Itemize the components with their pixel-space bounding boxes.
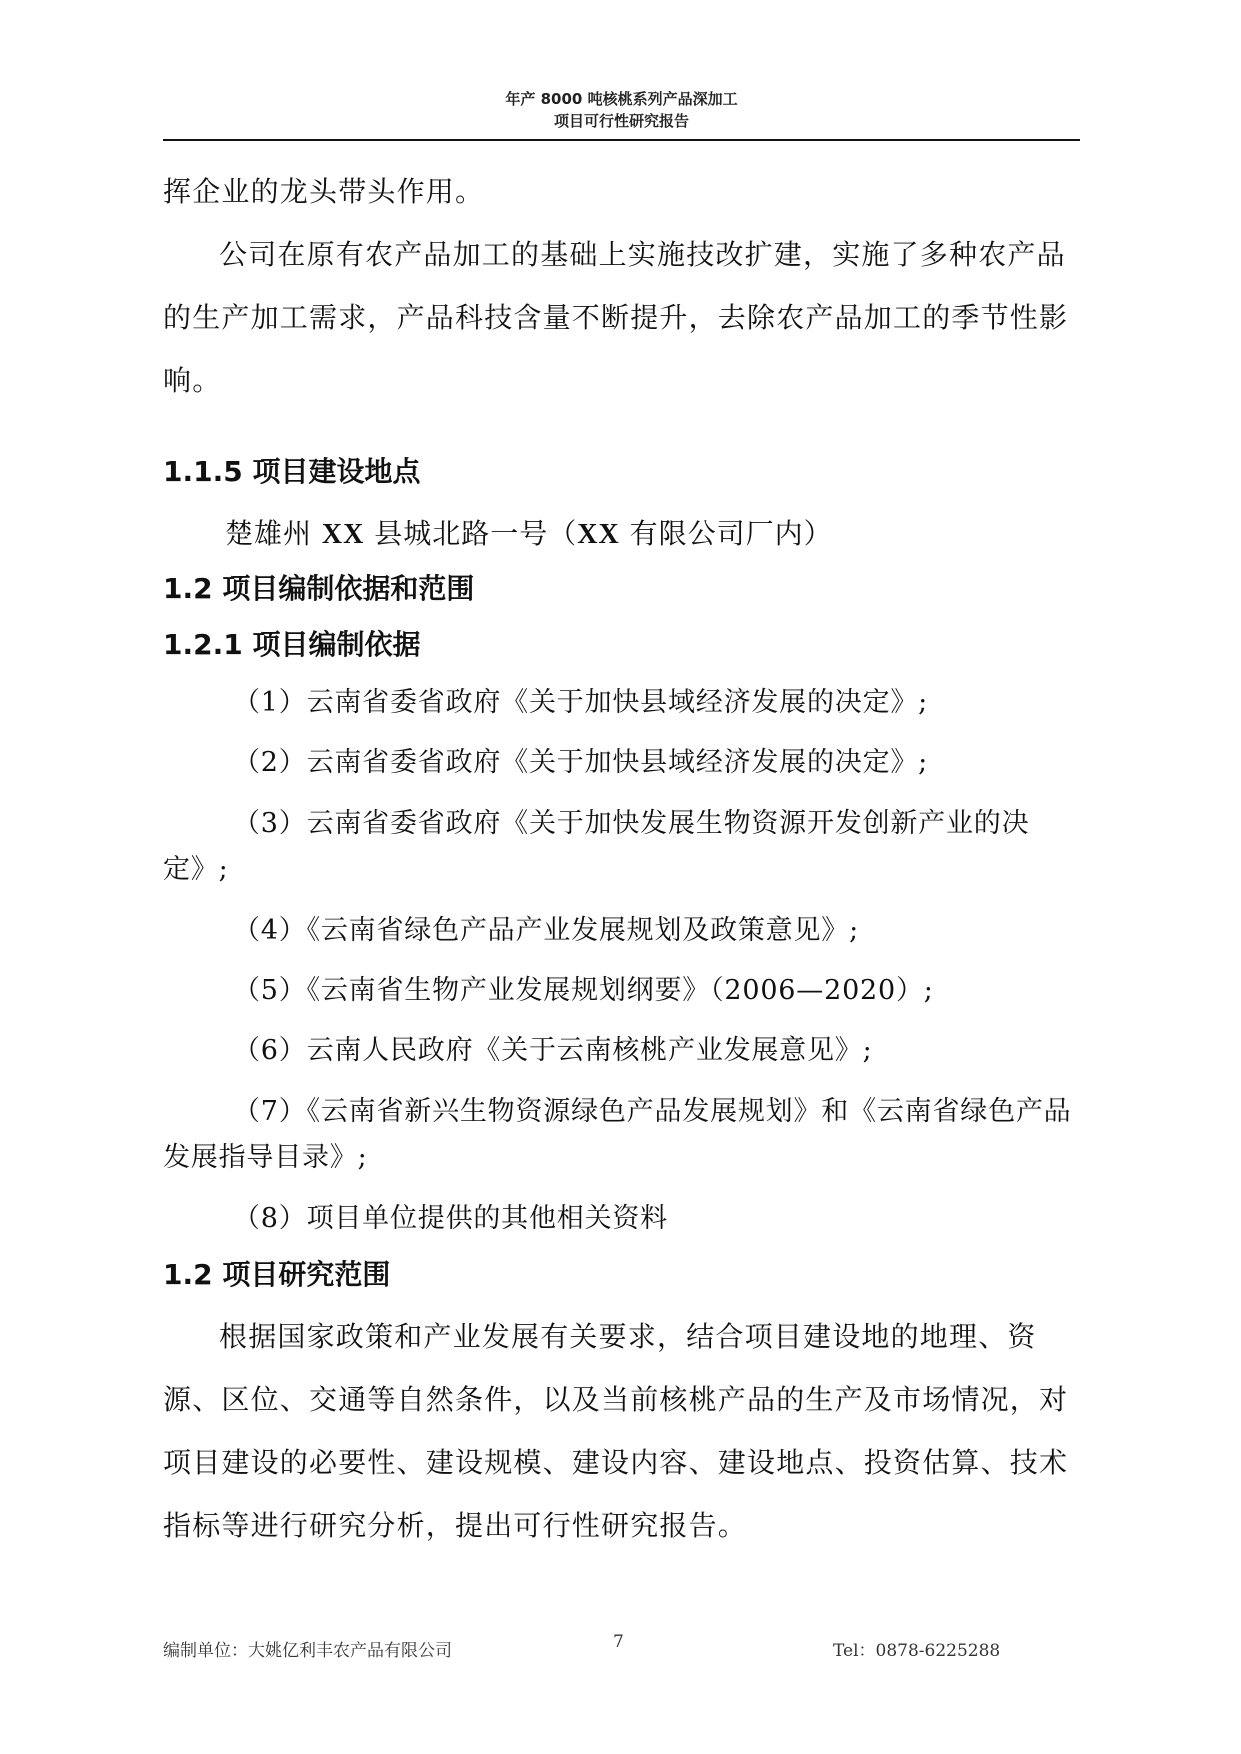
list-item: （8）项目单位提供的其他相关资料 <box>233 1203 668 1234</box>
list-item: （2）云南省委省政府《关于加快县域经济发展的决定》; <box>233 747 929 778</box>
list-item: （3）云南省委省政府《关于加快发展生物资源开发创新产业的决定》; <box>163 808 1030 885</box>
project-location <box>163 504 1080 565</box>
page-footer <box>163 1632 1080 1662</box>
paragraph-company-upgrade: 公司在原有农产品加工的基础上实施技改扩建，实施了多种农产品的生产加工需求，产品科技含量不断提升，去除农产品加工的季节性影响。 <box>163 238 1069 397</box>
location-part-c: 县城北路一号（ <box>374 517 578 550</box>
paragraph-research-scope: 根据国家政策和产业发展有关要求，结合项目建设地的地理、资源、区位、交通等自然条件，以及当前核桃产品的生产及市场情况，对项目建设的必要性、建设规模、建设内容、建设地点、投资估算、技术指标等进行研究分析，提出可行性研究报告。 <box>163 1320 1069 1542</box>
footer-compiler-unit: 编制单位：大姚亿利丰农产品有限公司 <box>163 1641 452 1661</box>
list-item: （5）《云南省生物产业发展规划纲要》（2006—2020）; <box>233 975 934 1006</box>
list-item: （1）云南省委省政府《关于加快县域经济发展的决定》; <box>233 687 929 718</box>
location-part-a: 楚雄州 <box>225 517 313 550</box>
paragraph-continuation: 挥企业的龙头带头作用。 <box>163 175 485 208</box>
list-item: （4）《云南省绿色产品产业发展规划及政策意见》; <box>233 915 859 946</box>
header-title-line1: 年产 8000 吨核桃系列产品深加工 <box>505 90 738 108</box>
list-item: （6）云南人民政府《关于云南核桃产业发展意见》; <box>233 1035 873 1066</box>
heading-1-1-5: 1.1.5 项目建设地点 <box>163 455 421 488</box>
heading-1-2-1: 1.2.1 项目编制依据 <box>163 628 421 661</box>
running-header <box>163 88 1080 132</box>
header-title-line2: 项目可行性研究报告 <box>553 112 689 130</box>
location-part-e: 有限公司厂内） <box>629 517 833 550</box>
reference-list <box>163 673 1080 1249</box>
page-number: 7 <box>613 1632 624 1652</box>
header-rule <box>163 139 1080 141</box>
list-item: （7）《云南省新兴生物资源绿色产品发展规划》和《云南省绿色产品发展指导目录》; <box>163 1096 1072 1173</box>
footer-telephone: Tel：0878-6225288 <box>833 1641 1001 1661</box>
heading-1-2-scope: 1.2 项目研究范围 <box>163 1258 391 1291</box>
location-placeholder-xx-2: XX <box>577 519 620 550</box>
heading-1-2: 1.2 项目编制依据和范围 <box>163 572 475 605</box>
document-body <box>163 160 1080 1557</box>
location-placeholder-xx: XX <box>321 519 365 550</box>
